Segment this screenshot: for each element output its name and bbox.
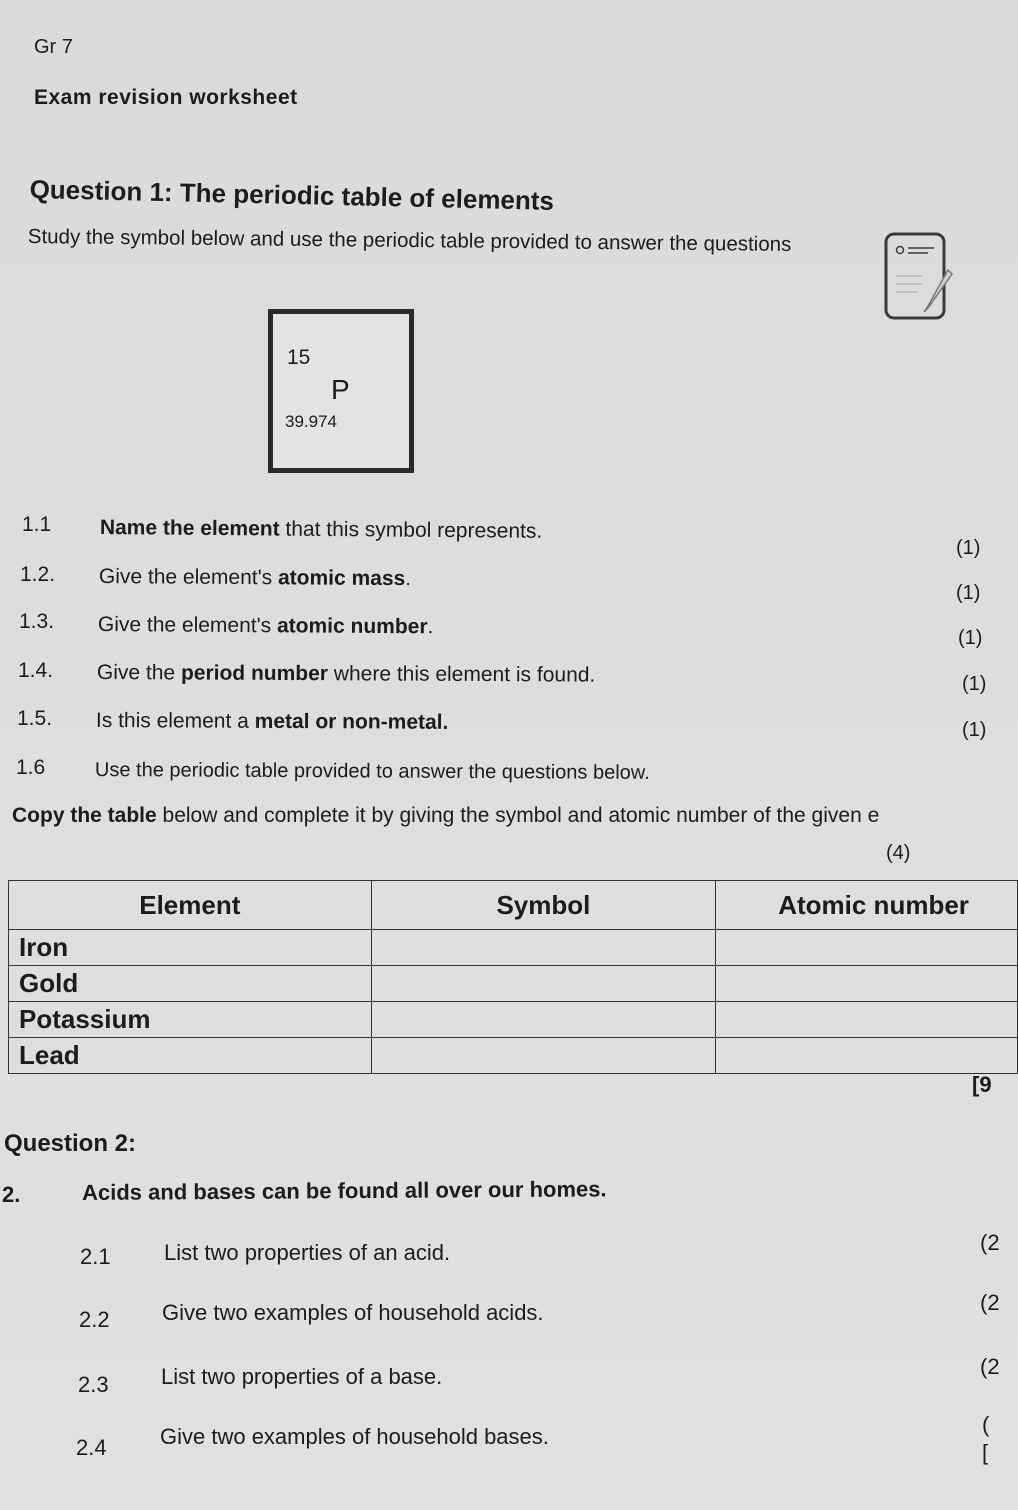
worksheet-subtitle: Exam revision worksheet (34, 86, 298, 109)
q1-3-text: Give the element's atomic number. (97, 613, 434, 639)
table-row (9, 1038, 1018, 1074)
table-cell-element: Gold (9, 966, 372, 1002)
q1-2-text: Give the element's atomic mass. (98, 565, 412, 591)
table-cell-symbol (371, 930, 716, 966)
q1-3-number: 1.3. (19, 610, 55, 633)
table-header-element: Element (9, 881, 372, 930)
table-cell-element: Iron (9, 930, 372, 966)
table-cell-symbol (371, 1002, 716, 1038)
q2-4-text: Give two examples of household bases. (160, 1424, 549, 1449)
table-cell-element: Potassium (9, 1002, 372, 1038)
question-1-instruction: Study the symbol below and use the periodic table provided to answer the questions (27, 224, 792, 256)
q2-1-marks: (2 (980, 1230, 1000, 1255)
q1-1-marks: (1) (956, 537, 981, 559)
q2-2-number: 2.2 (79, 1307, 110, 1332)
table-marks: (4) (886, 842, 911, 864)
grade-label: Gr 7 (34, 36, 73, 58)
element-mass: 39.974 (285, 412, 337, 431)
table-cell-symbol (371, 1038, 716, 1074)
q1-5-marks: (1) (962, 719, 987, 741)
question-2-number: 2. (2, 1182, 21, 1207)
question-1-total: [9 (972, 1072, 992, 1097)
table-cell-atomic-number (716, 930, 1018, 966)
table-cell-symbol (371, 966, 716, 1002)
q2-1-number: 2.1 (80, 1244, 111, 1269)
table-header-symbol: Symbol (371, 881, 716, 930)
table-cell-atomic-number (716, 966, 1018, 1002)
table-header-row (9, 881, 1018, 930)
q2-3-text: List two properties of a base. (161, 1364, 443, 1389)
table-row (9, 966, 1018, 1002)
copy-table-instruction: Copy the table below and complete it by giving the symbol and atomic number of the given e (12, 804, 880, 827)
q2-2-marks: (2 (980, 1290, 1000, 1315)
q2-3-marks: (2 (980, 1354, 1000, 1379)
table-cell-element: Lead (9, 1038, 372, 1074)
q1-2-number: 1.2. (20, 563, 56, 586)
q1-2-marks: (1) (956, 582, 981, 604)
q1-4-number: 1.4. (18, 659, 54, 682)
question-2-lead: Acids and bases can be found all over our homes. (82, 1176, 607, 1205)
q2-2-text: Give two examples of household acids. (162, 1300, 544, 1325)
element-symbol: P (331, 374, 350, 405)
q1-3-marks: (1) (958, 627, 983, 649)
q2-3-number: 2.3 (78, 1372, 109, 1397)
q1-4-marks: (1) (962, 673, 987, 695)
q2-4-marks: ( (982, 1412, 990, 1437)
q2-1-text: List two properties of an acid. (164, 1240, 451, 1265)
table-cell-atomic-number (716, 1002, 1018, 1038)
q1-1-text: Name the element that this symbol represents. (99, 516, 543, 543)
element-atomic-number: 15 (287, 346, 311, 369)
q1-5-text: Is this element a metal or non-metal. (95, 709, 449, 734)
element-tile (268, 309, 414, 473)
table-cell-atomic-number (716, 1038, 1018, 1074)
table-header-atomic-number: Atomic number (716, 881, 1018, 930)
table-row (9, 1002, 1018, 1038)
q1-5-number: 1.5. (17, 707, 53, 730)
q1-6-number: 1.6 (16, 756, 46, 779)
question-2-total: [ (982, 1440, 989, 1465)
q2-4-number: 2.4 (76, 1435, 107, 1460)
q1-6-text: Use the periodic table provided to answer the questions below. (94, 759, 650, 784)
worksheet-pencil-icon (882, 228, 954, 324)
table-row (9, 930, 1018, 966)
question-2-title: Question 2: (4, 1130, 137, 1157)
q1-4-text: Give the period number where this element is found. (96, 661, 596, 687)
element-table (8, 880, 1018, 1074)
question-1-title: Question 1: The periodic table of elements (29, 174, 555, 216)
q1-1-number: 1.1 (22, 513, 52, 536)
